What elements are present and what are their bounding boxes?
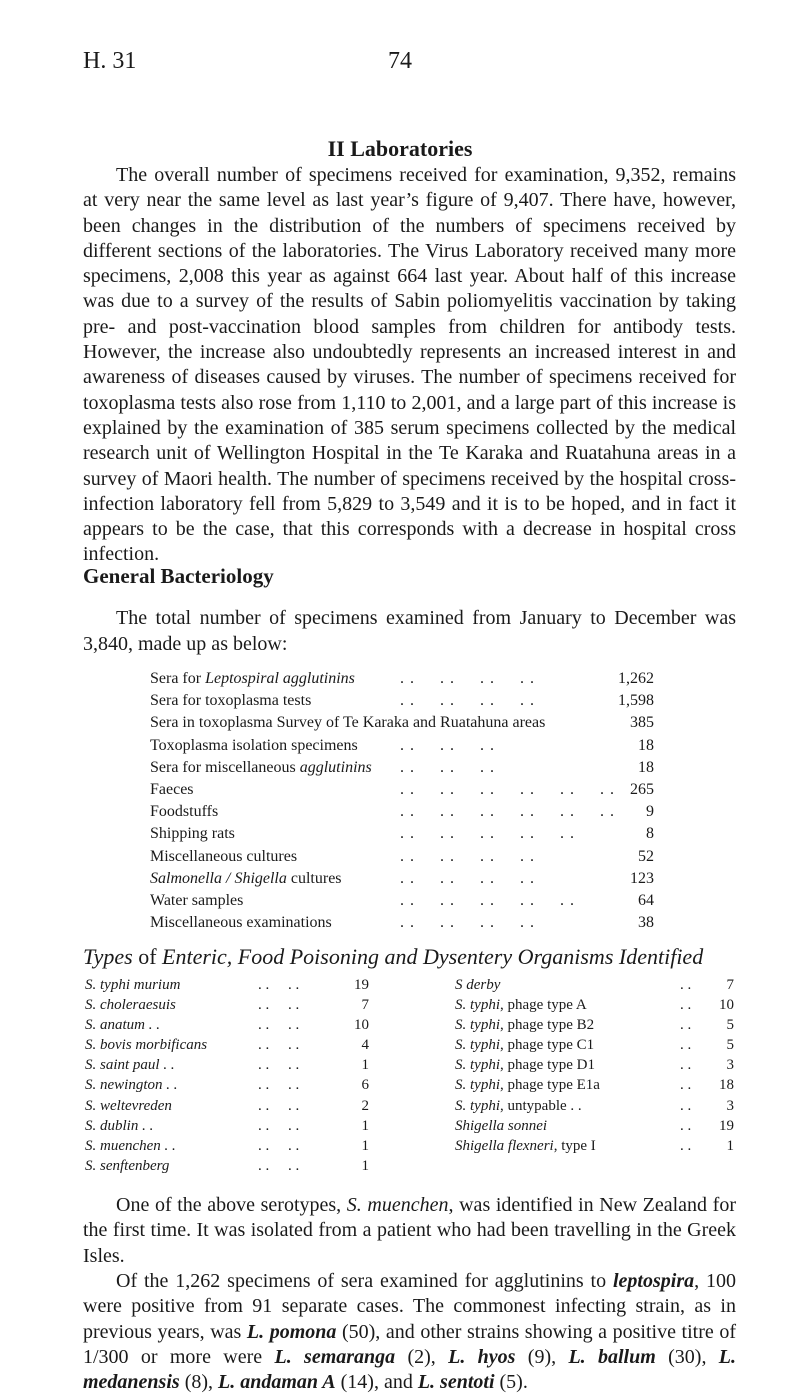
organism-name-italic: S. typhi <box>455 1097 500 1114</box>
specimen-count: 8 <box>646 825 654 843</box>
specimen-label <box>150 668 355 690</box>
specimen-count: 265 <box>630 780 654 798</box>
leader-dots: . . . . . . . . <box>400 869 535 887</box>
specimen-row <box>150 912 654 934</box>
specimen-label-italic: Salmonella / Shigella <box>150 869 287 887</box>
leader-dots: . . . . <box>258 1137 300 1154</box>
organism-name-italic: Shigella flexneri <box>455 1137 554 1154</box>
muenchen-text: One of the above serotypes, <box>116 1194 347 1216</box>
organism-name-italic: S. typhi <box>455 997 500 1014</box>
organism-name: S. senftenberg <box>85 1157 170 1174</box>
organism-count: 1 <box>361 1137 369 1154</box>
organism-name-text: , phage type C1 <box>500 1037 595 1054</box>
organism-name-text: , phage type E1a <box>500 1077 600 1094</box>
leader-dots: . . . . . . . . . . . . <box>400 803 615 821</box>
specimen-label <box>150 690 311 712</box>
section-title: II Laboratories <box>327 136 473 161</box>
specimen-label-text: Sera for miscellaneous <box>150 758 300 776</box>
general-bacteriology-paragraph: The total number of specimens examined from January to December was 3,840, made up as below: <box>83 607 736 655</box>
organism-name-italic: S. typhi <box>455 1017 500 1034</box>
organism-name-text: , type I <box>553 1137 596 1154</box>
leptospira-text: (9), <box>515 1345 569 1368</box>
specimen-label-italic: Leptospiral agglutinins <box>205 670 355 687</box>
leader-dots: . . . . . . <box>400 758 495 776</box>
leptospira-text: (30), <box>655 1345 719 1368</box>
specimen-label-text: Sera in toxoplasma Survey of Te Karaka and Ruatahuna areas <box>150 714 546 732</box>
organisms-title-part: Types <box>83 944 139 969</box>
organism-name <box>455 1096 582 1116</box>
specimen-count: 123 <box>630 869 654 887</box>
specimen-count-table <box>150 668 654 934</box>
organism-row <box>83 975 736 995</box>
organism-name: S. choleraesuis <box>85 997 176 1014</box>
specimen-row <box>150 868 654 890</box>
leader-dots: . . . . . . . . . . . . <box>400 780 615 798</box>
leader-dots: . . . . <box>258 977 300 993</box>
leptospira-paragraph <box>83 1269 736 1395</box>
organism-name-text: , phage type A <box>500 997 587 1014</box>
specimen-row <box>150 735 654 757</box>
leader-dots: . . . . . . . . <box>400 914 535 932</box>
muenchen-organism: S. muenchen <box>346 1194 449 1216</box>
organism-row <box>83 1096 736 1116</box>
organism-name: S. muenchen . . <box>85 1137 176 1154</box>
organisms-title-part: of <box>138 944 157 969</box>
leader-dots: . . . . . . . . <box>400 692 535 710</box>
specimen-label-text: Miscellaneous cultures <box>150 847 298 865</box>
organism-row <box>83 1116 736 1136</box>
organism-count: 5 <box>726 1017 734 1034</box>
leader-dots: . . <box>680 997 692 1014</box>
specimen-label-text: Sera for toxoplasma tests <box>150 692 312 710</box>
organism-name <box>455 1116 547 1136</box>
leptospira-strain: L. semaranga <box>274 1345 396 1368</box>
specimen-count: 1,262 <box>618 670 654 687</box>
leptospira-strain: L. ballum <box>568 1345 656 1368</box>
organism-name <box>455 1075 600 1095</box>
organism-row <box>83 1035 736 1055</box>
organism-count: 7 <box>361 997 369 1014</box>
organism-name: S. bovis morbificans <box>85 1037 208 1054</box>
leader-dots: . . . . <box>258 1037 300 1054</box>
organism-name <box>455 975 500 995</box>
organism-row <box>83 1015 736 1035</box>
organism-count: 1 <box>361 1117 369 1134</box>
organism-name-text: , phage type D1 <box>500 1057 595 1074</box>
leader-dots: . . . . <box>258 1157 300 1174</box>
leptospira-text: , 100 were positive from 91 separate cases. The commonest infecting strain, as in previous years, was <box>83 1270 737 1343</box>
organism-name: S. newington . . <box>85 1077 178 1094</box>
specimen-label-text: cultures <box>286 869 342 887</box>
specimen-row <box>150 846 654 868</box>
organism-row <box>83 1136 736 1156</box>
organisms-title-part: Enteric, Food Poisoning and Dysentery Organisms Identified <box>156 944 704 969</box>
organism-name-italic: S. typhi <box>455 1077 500 1094</box>
leader-dots: . . . . . . . . <box>400 847 535 865</box>
leader-dots: . . <box>680 1117 692 1134</box>
specimen-count: 64 <box>638 891 654 909</box>
specimen-count: 52 <box>638 847 654 865</box>
organisms-table-title <box>83 944 736 970</box>
leader-dots: . . <box>680 1097 692 1114</box>
organism-count: 10 <box>719 997 734 1014</box>
organism-count: 4 <box>361 1037 369 1054</box>
leader-dots: . . . . . . . . . . <box>400 891 575 909</box>
specimen-row <box>150 757 654 779</box>
organism-name-italic: S derby <box>455 977 501 993</box>
leptospira-text: (50), and other strains showing a positive titre of 1/300 or more were <box>83 1320 736 1368</box>
organism-name-italic: S. typhi <box>455 1037 500 1054</box>
specimen-label <box>150 890 243 912</box>
leader-dots: . . . . <box>258 1057 300 1074</box>
specimen-label-text: Foodstuffs <box>150 803 219 821</box>
specimen-row <box>150 801 654 823</box>
organism-name-italic: S. typhi <box>455 1057 500 1074</box>
organism-name: S. typhi murium <box>85 977 181 993</box>
intro-paragraph: The overall number of specimens received for examination, 9,352, remains at very near the same level as last year’s figure of 9,407. There have, however, been changes in the distribution of the numbers of specimens received by different sections of the laboratories. The Virus Laboratory received many more specimens, 2,008 this year as against 664 last year. About half of this increase was due to a survey of the results of Sabin poliomyelitis vaccination by taking pre- and post-vaccination blood samples from children for antibody tests. However, the increase also undoubtedly represents an increased interest in and awareness of diseases caused by viruses. The number of specimens received for toxoplasma tests also rose from 1,110 to 2,001, and a large part of this increase is explained by the examination of 385 serum specimens collected by the medical research unit of Wellington Hospital in the Te Karaka and Ruatahuna areas in a survey of Maori health. The number of specimens received by the hospital cross-infection laboratory fell from 5,829 to 3,549 and it is to be hoped, and in fact it appears to be the case, that this corresponds with a decrease in hospital cross infection. <box>83 164 736 566</box>
leader-dots: . . <box>680 1137 692 1154</box>
specimen-count: 18 <box>638 758 654 776</box>
leptospira-text: (8), <box>179 1371 219 1394</box>
organism-count: 1 <box>726 1137 734 1154</box>
organism-count: 7 <box>726 977 734 993</box>
organism-name-text: , untypable . . <box>500 1097 582 1114</box>
specimen-label <box>150 912 332 934</box>
specimen-label-text: Toxoplasma isolation specimens <box>150 736 358 754</box>
organism-name-text: , phage type B2 <box>500 1017 595 1034</box>
leptospira-strain: L. pomona <box>246 1320 337 1343</box>
leader-dots: . . <box>680 977 692 993</box>
specimen-label-italic: agglutinins <box>299 758 372 776</box>
specimen-label-text: Water samples <box>150 891 244 909</box>
organism-count: 19 <box>719 1117 734 1134</box>
leader-dots: . . <box>680 1057 692 1074</box>
leptospira-strain: L. sentoti <box>417 1371 495 1394</box>
leader-dots: . . . . <box>258 1097 300 1114</box>
leader-dots: . . . . . . <box>400 736 495 754</box>
organism-count: 3 <box>726 1097 734 1114</box>
organism-row <box>83 1075 736 1095</box>
organism-count: 1 <box>361 1157 369 1174</box>
leptospira-strain: L. medanensis <box>83 1345 736 1394</box>
organism-count: 10 <box>354 1017 369 1034</box>
specimen-row <box>150 823 654 845</box>
specimen-row <box>150 668 654 690</box>
page-number: 74 <box>388 48 412 74</box>
specimen-count: 18 <box>638 736 654 754</box>
organism-count: 18 <box>719 1077 734 1094</box>
specimen-row <box>150 779 654 801</box>
specimen-label-text: Faeces <box>150 780 194 798</box>
organism-count: 3 <box>726 1057 734 1074</box>
organism-name: S. anatum . . <box>85 1017 160 1034</box>
leader-dots: . . <box>680 1017 692 1034</box>
organism-count: 1 <box>361 1057 369 1074</box>
specimen-count: 9 <box>646 803 654 821</box>
organism-count: 6 <box>361 1077 369 1094</box>
leptospira-text: (2), <box>395 1345 449 1368</box>
specimen-row <box>150 712 654 734</box>
organisms-table <box>83 975 736 1176</box>
leader-dots: . . . . <box>258 1077 300 1094</box>
specimen-label <box>150 779 194 801</box>
muenchen-text: , was identified in New Zealand for the first time. It was isolated from a patient who had been travelling in the Greek Isles. <box>83 1194 736 1267</box>
specimen-label <box>150 801 218 823</box>
leptospira-text: Of the 1,262 specimens of sera examined for agglutinins to <box>116 1270 613 1292</box>
organism-count: 5 <box>726 1037 734 1054</box>
specimen-count: 1,598 <box>618 692 654 710</box>
leader-dots: . . . . <box>258 997 300 1014</box>
leptospira-strain: L. hyos <box>448 1345 516 1368</box>
leader-dots: . . . . <box>258 1017 300 1034</box>
organism-count: 2 <box>361 1097 369 1114</box>
specimen-row <box>150 690 654 712</box>
specimen-label <box>150 757 372 779</box>
leader-dots: . . <box>680 1077 692 1094</box>
general-bacteriology-heading: General Bacteriology <box>83 564 274 588</box>
organism-row <box>83 1156 736 1176</box>
specimen-label-text: Miscellaneous examinations <box>150 914 332 932</box>
specimen-label-text: Sera for <box>150 670 206 687</box>
specimen-label <box>150 868 342 890</box>
organism-name <box>455 1035 594 1055</box>
specimen-label-text: Shipping rats <box>150 825 235 843</box>
leader-dots: . . . . <box>258 1117 300 1134</box>
specimen-row <box>150 890 654 912</box>
specimen-count: 38 <box>638 914 654 932</box>
specimen-label <box>150 823 235 845</box>
leptospira-strain: leptospira <box>613 1270 695 1292</box>
specimen-label <box>150 735 358 757</box>
organism-name: S. weltevreden <box>85 1097 172 1114</box>
organism-name <box>455 1136 596 1156</box>
leader-dots: . . <box>680 1037 692 1054</box>
leader-dots: . . . . . . . . <box>400 670 535 687</box>
muenchen-paragraph <box>83 1193 736 1269</box>
organism-row <box>83 1055 736 1075</box>
specimen-count: 385 <box>630 714 654 732</box>
organism-name-italic: Shigella sonnei <box>455 1117 548 1134</box>
organism-name <box>455 1015 594 1035</box>
leptospira-text: (14), and <box>335 1371 418 1394</box>
organism-row <box>83 995 736 1015</box>
organism-name <box>455 1055 595 1075</box>
leptospira-text: (5). <box>494 1371 528 1394</box>
specimen-label <box>150 846 297 868</box>
document-reference: H. 31 <box>83 48 137 74</box>
organism-name: S. dublin . . <box>85 1117 154 1134</box>
organism-count: 19 <box>354 977 369 993</box>
leptospira-strain: L. andaman A <box>218 1371 336 1394</box>
leader-dots: . . . . . . . . . . <box>400 825 575 843</box>
organism-name: S. saint paul . . <box>85 1057 175 1074</box>
organism-name <box>455 995 587 1015</box>
specimen-label <box>150 712 545 734</box>
